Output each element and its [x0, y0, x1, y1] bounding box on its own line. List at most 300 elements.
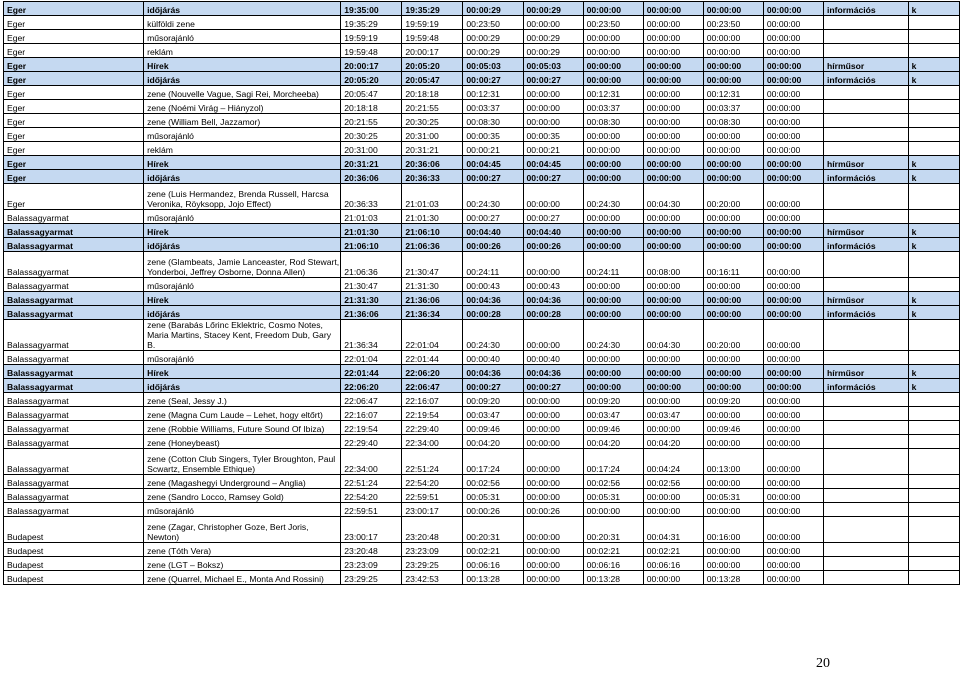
- hungarian-music-cell: 00:00:00: [643, 100, 703, 114]
- location-cell: Balassagyarmat: [4, 489, 144, 503]
- duration-cell: 00:00:21: [463, 142, 523, 156]
- start-time-cell: 20:05:20: [341, 72, 402, 86]
- end-time-cell: 22:19:54: [402, 407, 463, 421]
- table-row: [4, 210, 960, 224]
- table-row: [4, 557, 960, 571]
- table-row: [4, 238, 960, 252]
- music-duration-cell: 00:08:30: [583, 114, 643, 128]
- program-cell: reklám: [144, 44, 341, 58]
- category-cell: hírműsor: [823, 224, 908, 238]
- location-cell: Eger: [4, 170, 144, 184]
- flag-cell: k: [908, 224, 959, 238]
- hungarian-music-cell: 00:04:30: [643, 320, 703, 351]
- hungarian-music-cell: 00:00:00: [643, 86, 703, 100]
- foreign-music-cell: 00:00:00: [703, 238, 763, 252]
- location-cell: Balassagyarmat: [4, 475, 144, 489]
- location-cell: Balassagyarmat: [4, 320, 144, 351]
- location-cell: Eger: [4, 156, 144, 170]
- duration-cell: 00:00:43: [463, 278, 523, 292]
- music-duration-cell: 00:24:30: [583, 184, 643, 210]
- location-cell: Balassagyarmat: [4, 365, 144, 379]
- duration-cell: 00:00:40: [463, 351, 523, 365]
- duration-cell: 00:05:03: [463, 58, 523, 72]
- category-cell: hírműsor: [823, 58, 908, 72]
- other-duration-cell: 00:00:00: [763, 100, 823, 114]
- end-time-cell: 20:05:47: [402, 72, 463, 86]
- end-time-cell: 20:30:25: [402, 114, 463, 128]
- location-cell: Eger: [4, 58, 144, 72]
- speech-duration-cell: 00:04:36: [523, 292, 583, 306]
- start-time-cell: 20:31:21: [341, 156, 402, 170]
- end-time-cell: 21:01:30: [402, 210, 463, 224]
- speech-duration-cell: 00:00:00: [523, 100, 583, 114]
- table-row: [4, 517, 960, 543]
- duration-cell: 00:00:26: [463, 238, 523, 252]
- end-time-cell: 20:21:55: [402, 100, 463, 114]
- foreign-music-cell: 00:20:00: [703, 184, 763, 210]
- hungarian-music-cell: 00:00:00: [643, 278, 703, 292]
- other-duration-cell: 00:00:00: [763, 114, 823, 128]
- category-cell: információs: [823, 170, 908, 184]
- other-duration-cell: 00:00:00: [763, 571, 823, 585]
- table-row: [4, 543, 960, 557]
- end-time-cell: 23:42:53: [402, 571, 463, 585]
- speech-duration-cell: 00:00:00: [523, 449, 583, 475]
- program-cell: zene (Magashegyi Underground – Anglia): [144, 475, 341, 489]
- location-cell: Eger: [4, 114, 144, 128]
- table-row: [4, 72, 960, 86]
- end-time-cell: 21:36:34: [402, 306, 463, 320]
- start-time-cell: 20:36:06: [341, 170, 402, 184]
- other-duration-cell: 00:00:00: [763, 449, 823, 475]
- music-duration-cell: 00:23:50: [583, 16, 643, 30]
- table-row: [4, 170, 960, 184]
- end-time-cell: 22:01:44: [402, 351, 463, 365]
- music-duration-cell: 00:13:28: [583, 571, 643, 585]
- table-row: [4, 86, 960, 100]
- program-cell: műsorajánló: [144, 503, 341, 517]
- end-time-cell: 22:54:20: [402, 475, 463, 489]
- foreign-music-cell: 00:00:00: [703, 30, 763, 44]
- end-time-cell: 22:06:47: [402, 379, 463, 393]
- end-time-cell: 22:01:04: [402, 320, 463, 351]
- hungarian-music-cell: 00:04:20: [643, 435, 703, 449]
- flag-cell: [908, 351, 959, 365]
- program-cell: zene (Barabás Lőrinc Eklektric, Cosmo Notes, Maria Martins, Stacey Kent, Freedom Dub, Gary B.: [144, 320, 341, 351]
- speech-duration-cell: 00:00:00: [523, 86, 583, 100]
- other-duration-cell: 00:00:00: [763, 170, 823, 184]
- flag-cell: k: [908, 72, 959, 86]
- start-time-cell: 21:01:03: [341, 210, 402, 224]
- category-cell: információs: [823, 72, 908, 86]
- category-cell: [823, 489, 908, 503]
- program-cell: műsorajánló: [144, 278, 341, 292]
- speech-duration-cell: 00:00:21: [523, 142, 583, 156]
- table-row: [4, 114, 960, 128]
- program-cell: időjárás: [144, 379, 341, 393]
- hungarian-music-cell: 00:00:00: [643, 421, 703, 435]
- start-time-cell: 20:05:47: [341, 86, 402, 100]
- music-duration-cell: 00:00:00: [583, 379, 643, 393]
- foreign-music-cell: 00:00:00: [703, 306, 763, 320]
- foreign-music-cell: 00:00:00: [703, 379, 763, 393]
- table-row: [4, 142, 960, 156]
- category-cell: [823, 30, 908, 44]
- foreign-music-cell: 00:16:11: [703, 252, 763, 278]
- program-cell: időjárás: [144, 72, 341, 86]
- program-cell: zene (Nouvelle Vague, Sagi Rei, Morcheeba): [144, 86, 341, 100]
- start-time-cell: 21:30:47: [341, 278, 402, 292]
- flag-cell: [908, 252, 959, 278]
- other-duration-cell: 00:00:00: [763, 72, 823, 86]
- speech-duration-cell: 00:00:00: [523, 543, 583, 557]
- foreign-music-cell: 00:00:00: [703, 351, 763, 365]
- music-duration-cell: 00:09:46: [583, 421, 643, 435]
- hungarian-music-cell: 00:00:00: [643, 156, 703, 170]
- other-duration-cell: 00:00:00: [763, 306, 823, 320]
- other-duration-cell: 00:00:00: [763, 128, 823, 142]
- start-time-cell: 22:29:40: [341, 435, 402, 449]
- location-cell: Balassagyarmat: [4, 393, 144, 407]
- flag-cell: k: [908, 238, 959, 252]
- table-row: [4, 320, 960, 351]
- speech-duration-cell: 00:00:00: [523, 571, 583, 585]
- program-cell: Hírek: [144, 365, 341, 379]
- duration-cell: 00:04:40: [463, 224, 523, 238]
- location-cell: Balassagyarmat: [4, 306, 144, 320]
- category-cell: információs: [823, 2, 908, 16]
- flag-cell: [908, 44, 959, 58]
- hungarian-music-cell: 00:00:00: [643, 503, 703, 517]
- speech-duration-cell: 00:04:45: [523, 156, 583, 170]
- location-cell: Balassagyarmat: [4, 407, 144, 421]
- music-duration-cell: 00:00:00: [583, 210, 643, 224]
- category-cell: [823, 142, 908, 156]
- flag-cell: [908, 16, 959, 30]
- music-duration-cell: 00:00:00: [583, 142, 643, 156]
- location-cell: Balassagyarmat: [4, 449, 144, 475]
- other-duration-cell: 00:00:00: [763, 421, 823, 435]
- category-cell: [823, 114, 908, 128]
- program-cell: időjárás: [144, 2, 341, 16]
- music-duration-cell: 00:00:00: [583, 156, 643, 170]
- duration-cell: 00:23:50: [463, 16, 523, 30]
- duration-cell: 00:04:36: [463, 365, 523, 379]
- hungarian-music-cell: 00:08:00: [643, 252, 703, 278]
- end-time-cell: 21:06:36: [402, 238, 463, 252]
- table-row: [4, 58, 960, 72]
- end-time-cell: 22:59:51: [402, 489, 463, 503]
- table-row: [4, 128, 960, 142]
- program-cell: műsorajánló: [144, 128, 341, 142]
- start-time-cell: 20:00:17: [341, 58, 402, 72]
- hungarian-music-cell: 00:00:00: [643, 306, 703, 320]
- duration-cell: 00:00:29: [463, 30, 523, 44]
- flag-cell: [908, 320, 959, 351]
- program-cell: Hírek: [144, 292, 341, 306]
- program-cell: külföldi zene: [144, 16, 341, 30]
- category-cell: [823, 320, 908, 351]
- table-row: [4, 156, 960, 170]
- program-cell: zene (Noémi Virág – Hiányzol): [144, 100, 341, 114]
- table-row: [4, 571, 960, 585]
- foreign-music-cell: 00:00:00: [703, 210, 763, 224]
- hungarian-music-cell: 00:00:00: [643, 351, 703, 365]
- music-duration-cell: 00:00:00: [583, 278, 643, 292]
- location-cell: Budapest: [4, 571, 144, 585]
- location-cell: Balassagyarmat: [4, 210, 144, 224]
- category-cell: [823, 571, 908, 585]
- flag-cell: [908, 142, 959, 156]
- location-cell: Budapest: [4, 557, 144, 571]
- foreign-music-cell: 00:08:30: [703, 114, 763, 128]
- foreign-music-cell: 00:00:00: [703, 278, 763, 292]
- program-cell: műsorajánló: [144, 30, 341, 44]
- other-duration-cell: 00:00:00: [763, 320, 823, 351]
- hungarian-music-cell: 00:06:16: [643, 557, 703, 571]
- location-cell: Eger: [4, 100, 144, 114]
- hungarian-music-cell: 00:00:00: [643, 72, 703, 86]
- duration-cell: 00:24:11: [463, 252, 523, 278]
- hungarian-music-cell: 00:00:00: [643, 571, 703, 585]
- hungarian-music-cell: 00:00:00: [643, 30, 703, 44]
- music-duration-cell: 00:00:00: [583, 238, 643, 252]
- speech-duration-cell: 00:05:03: [523, 58, 583, 72]
- flag-cell: k: [908, 58, 959, 72]
- category-cell: [823, 16, 908, 30]
- other-duration-cell: 00:00:00: [763, 252, 823, 278]
- table-row: [4, 252, 960, 278]
- foreign-music-cell: 00:00:00: [703, 543, 763, 557]
- flag-cell: [908, 475, 959, 489]
- foreign-music-cell: 00:00:00: [703, 224, 763, 238]
- start-time-cell: 22:51:24: [341, 475, 402, 489]
- flag-cell: k: [908, 292, 959, 306]
- start-time-cell: 19:35:00: [341, 2, 402, 16]
- foreign-music-cell: 00:03:37: [703, 100, 763, 114]
- foreign-music-cell: 00:00:00: [703, 58, 763, 72]
- start-time-cell: 19:35:29: [341, 16, 402, 30]
- location-cell: Balassagyarmat: [4, 292, 144, 306]
- end-time-cell: 22:06:20: [402, 365, 463, 379]
- hungarian-music-cell: 00:00:00: [643, 224, 703, 238]
- hungarian-music-cell: 00:00:00: [643, 393, 703, 407]
- hungarian-music-cell: 00:00:00: [643, 489, 703, 503]
- duration-cell: 00:02:56: [463, 475, 523, 489]
- speech-duration-cell: 00:00:26: [523, 238, 583, 252]
- flag-cell: k: [908, 156, 959, 170]
- table-row: [4, 475, 960, 489]
- flag-cell: [908, 86, 959, 100]
- start-time-cell: 22:06:47: [341, 393, 402, 407]
- music-duration-cell: 00:02:56: [583, 475, 643, 489]
- start-time-cell: 23:20:48: [341, 543, 402, 557]
- program-cell: zene (Tóth Vera): [144, 543, 341, 557]
- flag-cell: [908, 503, 959, 517]
- hungarian-music-cell: 00:00:00: [643, 58, 703, 72]
- hungarian-music-cell: 00:00:00: [643, 114, 703, 128]
- end-time-cell: 23:29:25: [402, 557, 463, 571]
- speech-duration-cell: 00:00:00: [523, 252, 583, 278]
- duration-cell: 00:04:45: [463, 156, 523, 170]
- start-time-cell: 21:06:10: [341, 238, 402, 252]
- flag-cell: [908, 393, 959, 407]
- flag-cell: [908, 184, 959, 210]
- speech-duration-cell: 00:00:00: [523, 489, 583, 503]
- duration-cell: 00:00:29: [463, 2, 523, 16]
- flag-cell: [908, 278, 959, 292]
- music-duration-cell: 00:00:00: [583, 224, 643, 238]
- program-cell: zene (Zagar, Christopher Goze, Bert Joris, Newton): [144, 517, 341, 543]
- music-duration-cell: 00:17:24: [583, 449, 643, 475]
- table-row: [4, 16, 960, 30]
- table-row: [4, 449, 960, 475]
- hungarian-music-cell: 00:00:00: [643, 210, 703, 224]
- start-time-cell: 21:01:30: [341, 224, 402, 238]
- table-row: [4, 489, 960, 503]
- location-cell: Balassagyarmat: [4, 351, 144, 365]
- flag-cell: [908, 489, 959, 503]
- duration-cell: 00:00:35: [463, 128, 523, 142]
- end-time-cell: 21:01:03: [402, 184, 463, 210]
- flag-cell: k: [908, 379, 959, 393]
- hungarian-music-cell: 00:00:00: [643, 142, 703, 156]
- speech-duration-cell: 00:00:29: [523, 44, 583, 58]
- program-cell: zene (William Bell, Jazzamor): [144, 114, 341, 128]
- music-duration-cell: 00:06:16: [583, 557, 643, 571]
- category-cell: információs: [823, 379, 908, 393]
- end-time-cell: 21:36:06: [402, 292, 463, 306]
- program-cell: zene (Seal, Jessy J.): [144, 393, 341, 407]
- start-time-cell: 19:59:48: [341, 44, 402, 58]
- category-cell: [823, 86, 908, 100]
- category-cell: [823, 100, 908, 114]
- location-cell: Balassagyarmat: [4, 278, 144, 292]
- program-cell: reklám: [144, 142, 341, 156]
- speech-duration-cell: 00:00:00: [523, 184, 583, 210]
- category-cell: hírműsor: [823, 292, 908, 306]
- end-time-cell: 22:16:07: [402, 393, 463, 407]
- foreign-music-cell: 00:00:00: [703, 407, 763, 421]
- other-duration-cell: 00:00:00: [763, 407, 823, 421]
- start-time-cell: 22:34:00: [341, 449, 402, 475]
- speech-duration-cell: 00:04:40: [523, 224, 583, 238]
- speech-duration-cell: 00:00:29: [523, 30, 583, 44]
- start-time-cell: 22:01:44: [341, 365, 402, 379]
- start-time-cell: 23:23:09: [341, 557, 402, 571]
- duration-cell: 00:24:30: [463, 320, 523, 351]
- flag-cell: [908, 100, 959, 114]
- location-cell: Eger: [4, 184, 144, 210]
- table-row: [4, 379, 960, 393]
- speech-duration-cell: 00:00:27: [523, 210, 583, 224]
- program-cell: zene (Honeybeast): [144, 435, 341, 449]
- program-cell: időjárás: [144, 170, 341, 184]
- other-duration-cell: 00:00:00: [763, 278, 823, 292]
- foreign-music-cell: 00:00:00: [703, 2, 763, 16]
- speech-duration-cell: 00:04:36: [523, 365, 583, 379]
- hungarian-music-cell: 00:02:21: [643, 543, 703, 557]
- end-time-cell: 20:31:21: [402, 142, 463, 156]
- category-cell: [823, 210, 908, 224]
- end-time-cell: 20:05:20: [402, 58, 463, 72]
- hungarian-music-cell: 00:04:30: [643, 184, 703, 210]
- other-duration-cell: 00:00:00: [763, 224, 823, 238]
- foreign-music-cell: 00:00:00: [703, 435, 763, 449]
- hungarian-music-cell: 00:00:00: [643, 365, 703, 379]
- end-time-cell: 19:35:29: [402, 2, 463, 16]
- location-cell: Eger: [4, 86, 144, 100]
- end-time-cell: 20:31:00: [402, 128, 463, 142]
- program-cell: Hírek: [144, 58, 341, 72]
- location-cell: Balassagyarmat: [4, 252, 144, 278]
- start-time-cell: 22:16:07: [341, 407, 402, 421]
- hungarian-music-cell: 00:02:56: [643, 475, 703, 489]
- program-cell: időjárás: [144, 238, 341, 252]
- start-time-cell: 22:01:04: [341, 351, 402, 365]
- duration-cell: 00:00:28: [463, 306, 523, 320]
- location-cell: Eger: [4, 142, 144, 156]
- table-row: [4, 306, 960, 320]
- duration-cell: 00:12:31: [463, 86, 523, 100]
- category-cell: [823, 351, 908, 365]
- hungarian-music-cell: 00:00:00: [643, 128, 703, 142]
- other-duration-cell: 00:00:00: [763, 238, 823, 252]
- other-duration-cell: 00:00:00: [763, 475, 823, 489]
- speech-duration-cell: 00:00:00: [523, 16, 583, 30]
- category-cell: [823, 517, 908, 543]
- music-duration-cell: 00:20:31: [583, 517, 643, 543]
- other-duration-cell: 00:00:00: [763, 2, 823, 16]
- start-time-cell: 21:36:06: [341, 306, 402, 320]
- duration-cell: 00:04:20: [463, 435, 523, 449]
- speech-duration-cell: 00:00:43: [523, 278, 583, 292]
- other-duration-cell: 00:00:00: [763, 210, 823, 224]
- speech-duration-cell: 00:00:00: [523, 517, 583, 543]
- start-time-cell: 23:00:17: [341, 517, 402, 543]
- other-duration-cell: 00:00:00: [763, 30, 823, 44]
- category-cell: [823, 278, 908, 292]
- foreign-music-cell: 00:00:00: [703, 292, 763, 306]
- table-row: [4, 503, 960, 517]
- program-cell: zene (Quarrel, Michael E., Monta And Rossini): [144, 571, 341, 585]
- music-duration-cell: 00:03:47: [583, 407, 643, 421]
- location-cell: Eger: [4, 16, 144, 30]
- end-time-cell: 23:00:17: [402, 503, 463, 517]
- start-time-cell: 20:36:33: [341, 184, 402, 210]
- duration-cell: 00:24:30: [463, 184, 523, 210]
- music-duration-cell: 00:00:00: [583, 44, 643, 58]
- foreign-music-cell: 00:23:50: [703, 16, 763, 30]
- speech-duration-cell: 00:00:00: [523, 435, 583, 449]
- program-cell: Hírek: [144, 156, 341, 170]
- speech-duration-cell: 00:00:27: [523, 170, 583, 184]
- table-row: [4, 278, 960, 292]
- foreign-music-cell: 00:20:00: [703, 320, 763, 351]
- music-duration-cell: 00:24:30: [583, 320, 643, 351]
- duration-cell: 00:02:21: [463, 543, 523, 557]
- foreign-music-cell: 00:13:28: [703, 571, 763, 585]
- category-cell: [823, 252, 908, 278]
- end-time-cell: 20:36:33: [402, 170, 463, 184]
- hungarian-music-cell: 00:00:00: [643, 2, 703, 16]
- other-duration-cell: 00:00:00: [763, 489, 823, 503]
- flag-cell: [908, 543, 959, 557]
- table-row: [4, 435, 960, 449]
- flag-cell: k: [908, 306, 959, 320]
- category-cell: [823, 44, 908, 58]
- flag-cell: [908, 449, 959, 475]
